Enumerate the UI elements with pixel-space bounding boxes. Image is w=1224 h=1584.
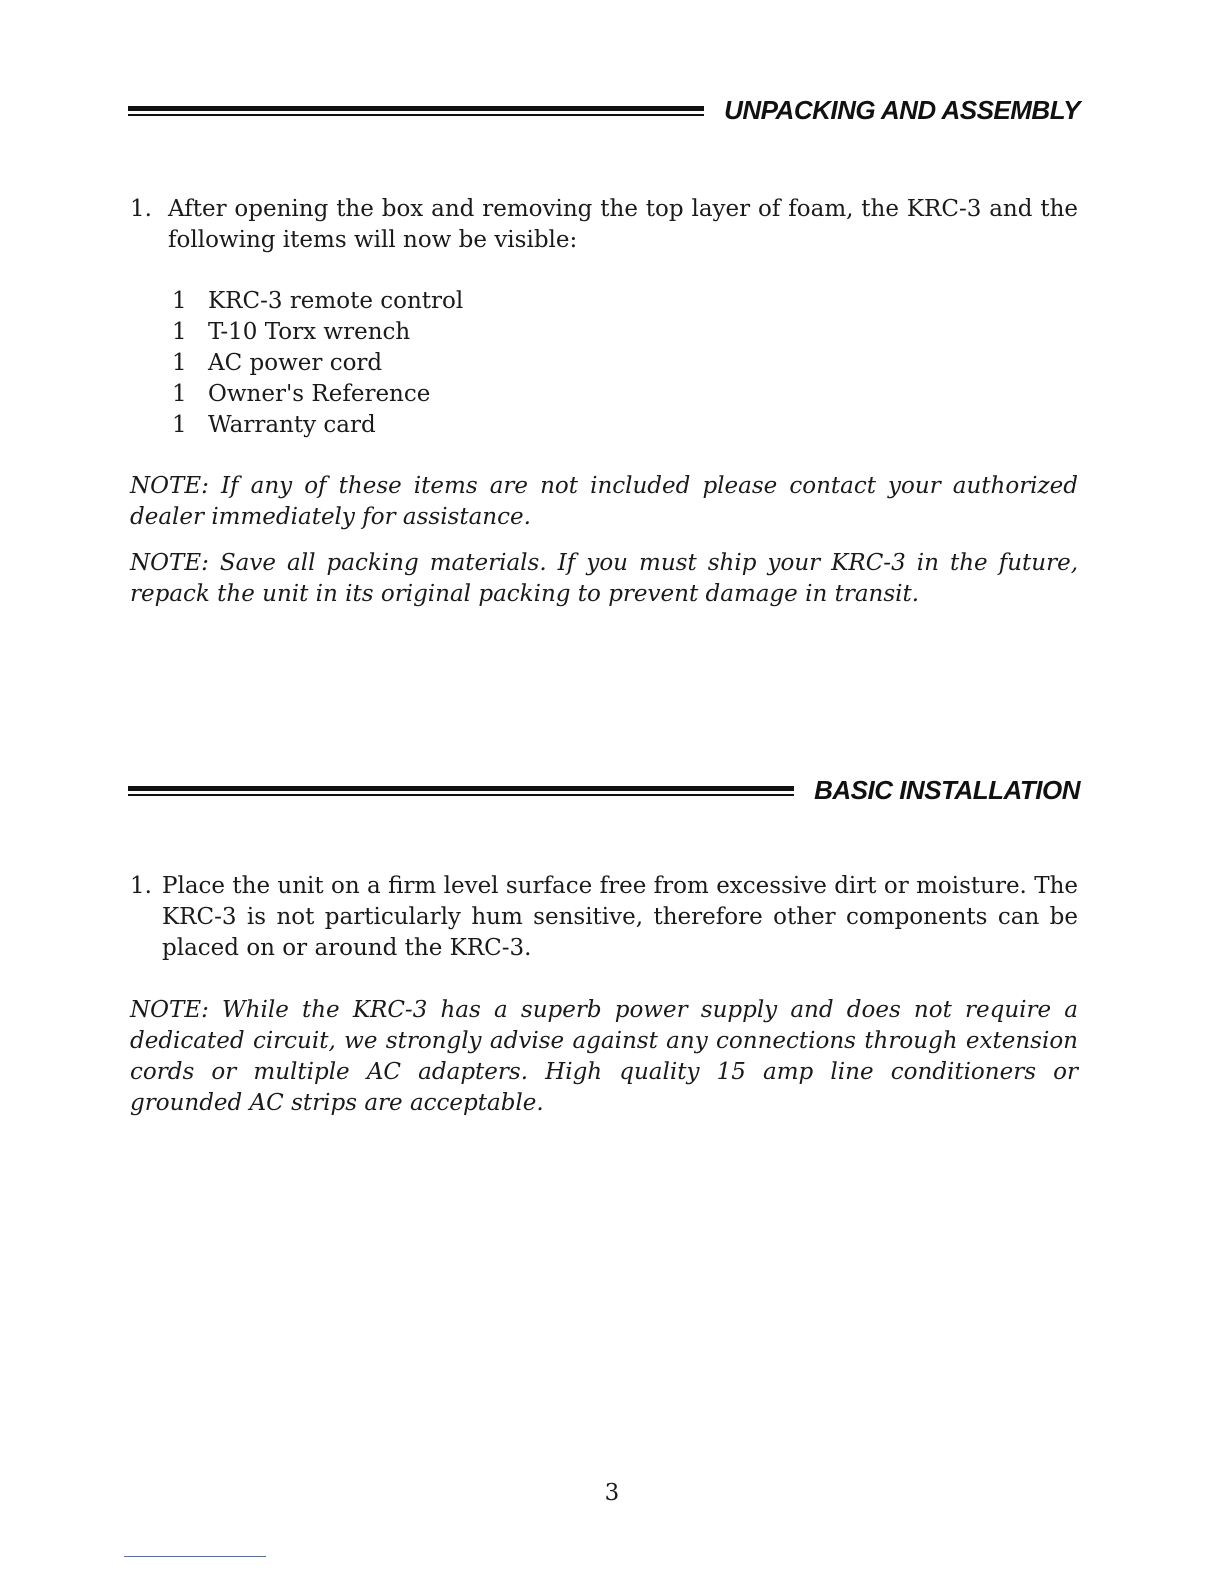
list-item: 1 Warranty card	[172, 412, 376, 438]
list-item: 1 T-10 Torx wrench	[172, 319, 411, 345]
section-header-installation	[128, 775, 1080, 806]
section-title-unpacking: UNPACKING AND ASSEMBLY	[724, 95, 1080, 125]
footer-line	[124, 1556, 266, 1557]
unpacking-step-1	[130, 194, 1078, 256]
note-packing-materials: NOTE: Save all packing materials. If you must ship your KRC-3 in the future, repack the unit in its original packing to prevent damage in transit.	[130, 550, 1078, 607]
list-item: 1 AC power cord	[172, 350, 383, 376]
section-title-installation: BASIC INSTALLATION	[814, 775, 1080, 805]
installation-step-1	[130, 871, 1078, 964]
section-header-unpacking	[128, 95, 1080, 126]
list-item: 1 Owner's Reference	[172, 381, 431, 407]
list-item: 1 KRC-3 remote control	[172, 288, 464, 314]
step-text: Place the unit on a firm level surface free from excessive dirt or moisture. The KRC-3 is not particularly hum sensitive, therefore other components can be placed on or around the KRC-3.	[162, 873, 1078, 961]
step-number: 1.	[130, 196, 152, 222]
page-number: 3	[604, 1480, 620, 1506]
note-power-supply: NOTE: While the KRC-3 has a superb power supply and does not require a dedicated circuit, we strongly advise against any connections through extension cords or multiple AC adapters. High quality 15 amp line conditioners or grounded AC strips are acceptable.	[130, 997, 1078, 1116]
contents-list	[172, 286, 463, 441]
step-number: 1.	[130, 873, 152, 899]
note-missing-items: NOTE: If any of these items are not included please contact your authorized dealer immediately for assistance.	[130, 473, 1078, 530]
header-rule	[128, 786, 794, 796]
header-rule	[128, 106, 704, 116]
step-text: After opening the box and removing the top layer of foam, the KRC-3 and the following items will now be visible:	[168, 196, 1078, 253]
